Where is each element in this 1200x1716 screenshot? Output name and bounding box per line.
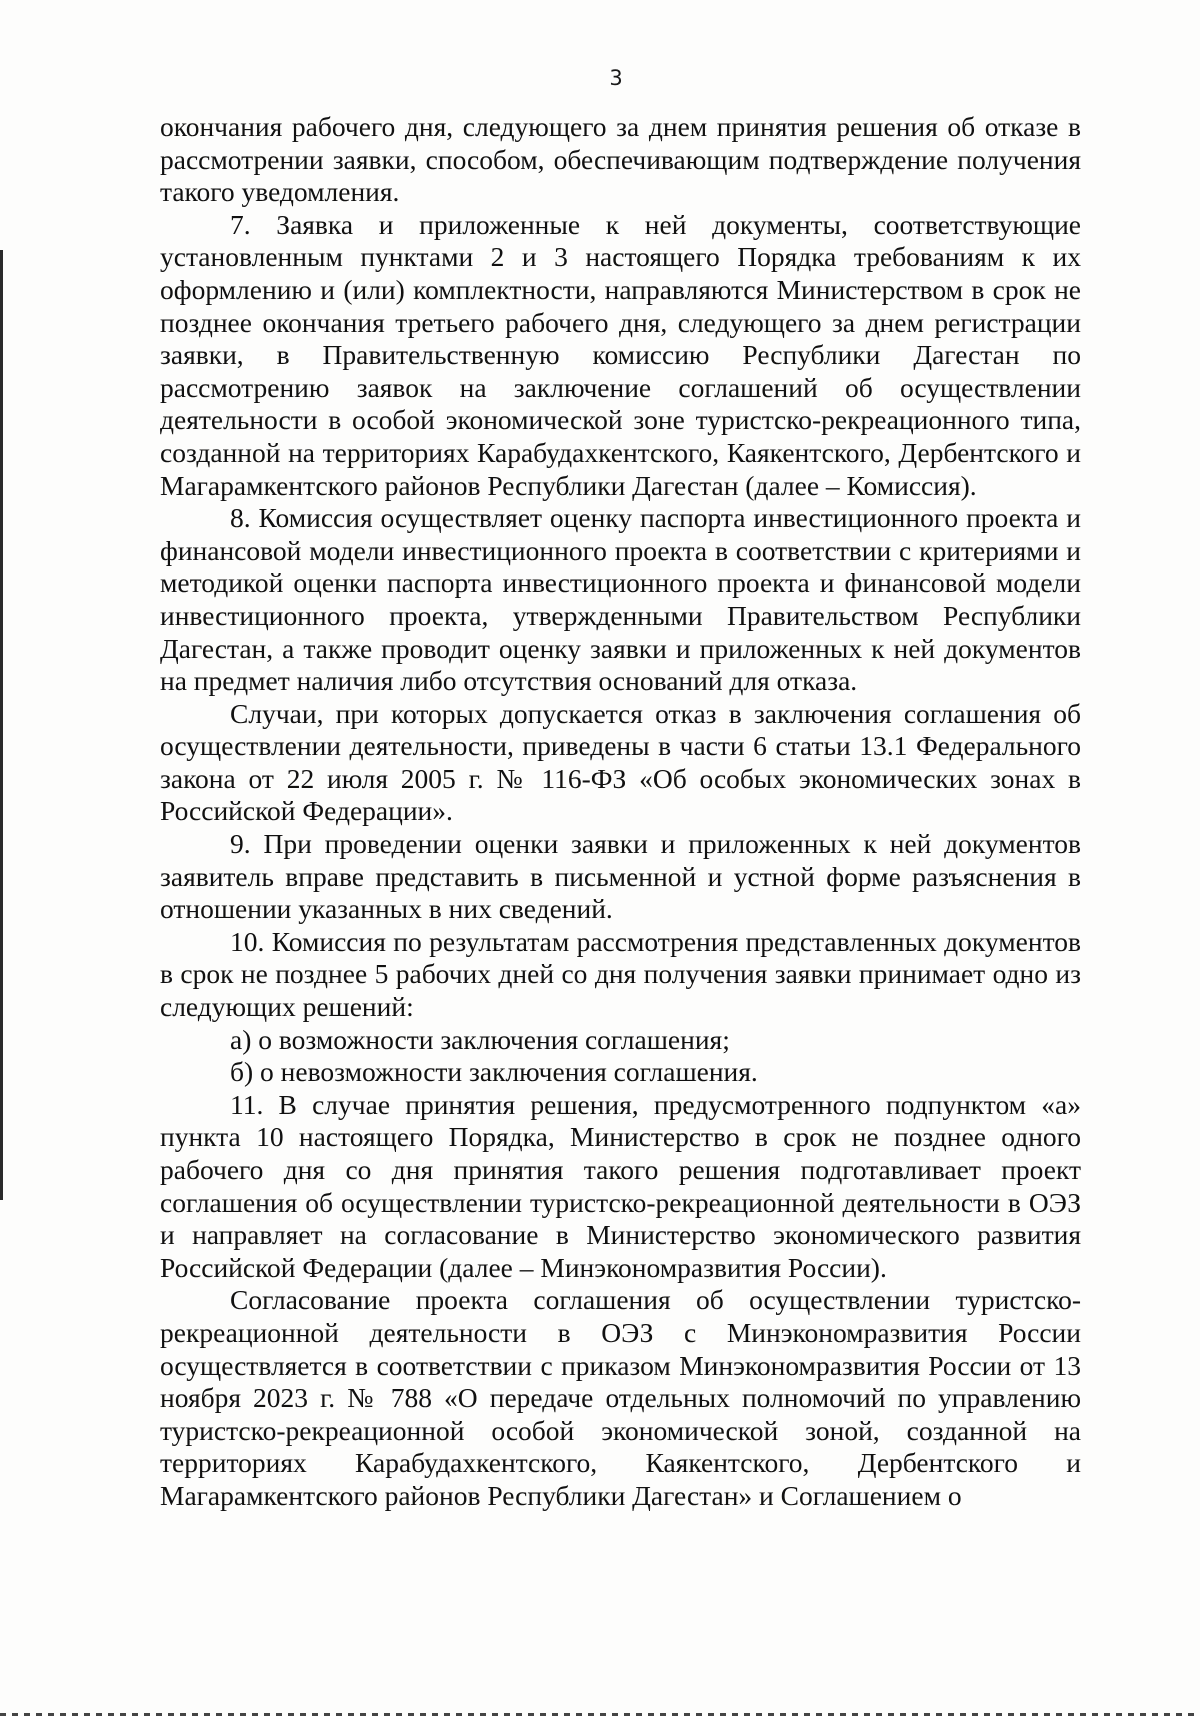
paragraph-item-7: 7. Заявка и приложенные к ней документы, соответствующие установленным пунктами 2 и 3 настоящего Порядка требованиям к их оформлению и (или) комплектности, направляются Министерством в срок не позднее окончания третьего рабочего дня, следующего за днем регистрации заявки, в Правительственную комиссию Республики Дагестан по рассмотрению заявок на заключение соглашений об осуществлении деятельности в особой экономической зоне туристско-рекреационного типа, созданной на территориях Карабудахкентского, Каякентского, Дербентского и Магарамкентского районов Республики Дагестан (далее – Комиссия).	[160, 208, 1081, 501]
document-body	[160, 111, 1081, 1513]
paragraph-item-9: 9. При проведении оценки заявки и приложенных к ней документов заявитель вправе представить в письменной и устной форме разъяснения в отношении указанных в них сведений.	[160, 828, 1081, 925]
paragraph-subitem-a: а) о возможности заключения соглашения;	[230, 1023, 730, 1055]
page-number: 3	[609, 66, 623, 90]
scan-edge-left	[0, 250, 3, 1200]
paragraph-subitem-b: б) о невозможности заключения соглашения.	[230, 1056, 758, 1088]
paragraph-refusal-cases: Случаи, при которых допускается отказ в заключения соглашения об осуществлении деятельности, приведены в части 6 статьи 13.1 Федерального закона от 22 июля 2005 г. № 116-ФЗ «Об особых экономических зонах в Российской Федерации».	[160, 697, 1081, 827]
paragraph-approval: Согласование проекта соглашения об осуществлении туристско-рекреационной деятельности в ОЭЗ с Минэкономразвития России осуществляется в соответствии с приказом Минэкономразвития России от 13 ноября 2023 г. № 788 «О передаче отдельных полномочий по управлению туристско-рекреационной особой экономической зоной, созданной на территориях Карабудахкентского, Каякентского, Дербентского и Магарамкентского районов Республики Дагестан» и Соглашением о	[160, 1284, 1081, 1511]
paragraph-item-8: 8. Комиссия осуществляет оценку паспорта инвестиционного проекта и финансовой модели инвестиционного проекта в соответствии с критериями и методикой оценки паспорта инвестиционного проекта и финансовой модели инвестиционного проекта, утвержденными Правительством Республики Дагестан, а также проводит оценку заявки и приложенных к ней документов на предмет наличия либо отсутствия оснований для отказа.	[160, 502, 1081, 697]
paragraph-item-10: 10. Комиссия по результатам рассмотрения представленных документов в срок не позднее 5 рабочих дней со дня получения заявки принимает одно из следующих решений:	[160, 925, 1081, 1023]
paragraph-continuation: окончания рабочего дня, следующего за днем принятия решения об отказе в рассмотрении заявки, способом, обеспечивающим подтверждение получения такого уведомления.	[160, 111, 1081, 208]
paragraph-item-11: 11. В случае принятия решения, предусмотренного подпунктом «а» пункта 10 настоящего Порядка, Министерство в срок не позднее одного рабочего дня со дня принятия такого решения подготавливает проект соглашения об осуществлении туристско-рекреационной деятельности в ОЭЗ и направляет на согласование в Министерство экономического развития Российской Федерации (далее – Минэкономразвития России).	[160, 1088, 1081, 1283]
